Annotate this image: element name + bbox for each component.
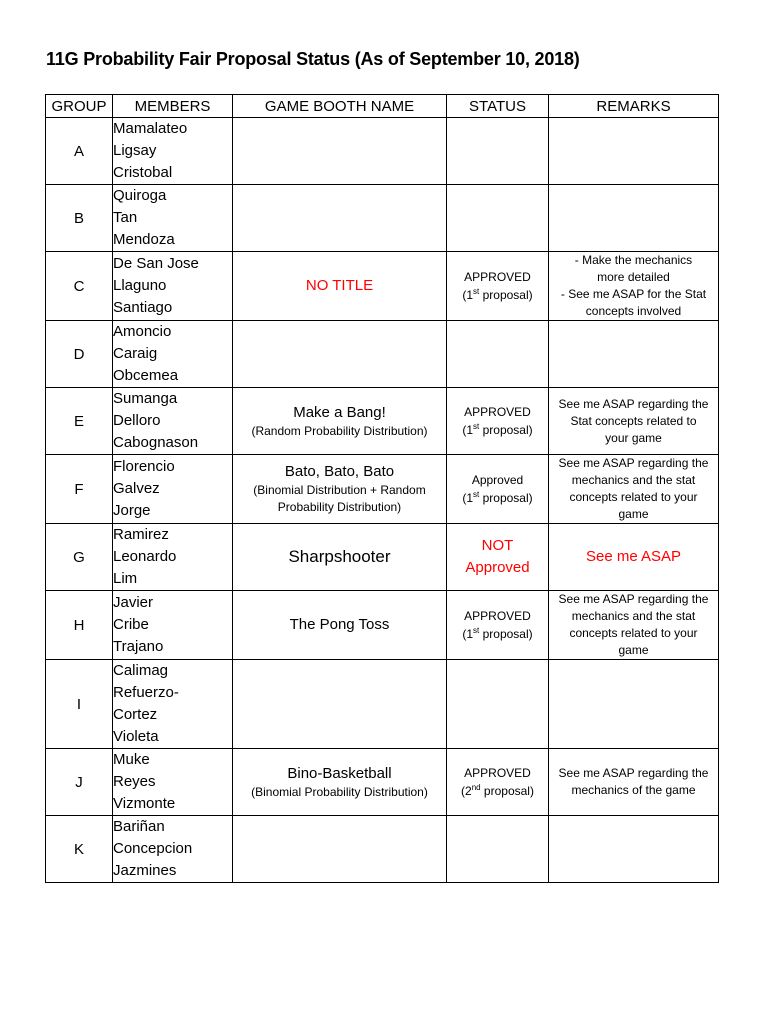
member-name: Cribe [113,616,149,633]
members-cell [113,591,233,660]
game-booth-name: Bino-Basketball [287,764,392,782]
proposal-open: (2 [461,784,472,798]
group-cell: G [46,524,113,591]
members-cell [113,118,233,185]
game-booth-name: Sharpshooter [288,547,391,566]
proposal-number [447,782,548,800]
remarks-cell [549,591,719,660]
member-name: Sumanga [113,390,178,407]
proposal-ordinal-suffix: nd [471,783,481,792]
remarks-cell [549,321,719,388]
remarks-text: See me ASAP [585,548,682,565]
status-text: Approved [465,559,530,576]
member-name: Refuerzo- [113,684,179,701]
group-cell: H [46,591,113,660]
proposal-number [447,421,548,439]
remarks-cell [549,749,719,816]
member-name: Javier [113,594,154,611]
game-booth-name: The Pong Toss [289,616,390,633]
game-booth-name-cell [233,321,447,388]
member-name: Violeta [113,728,159,745]
group-cell: E [46,388,113,455]
member-name: Reyes [113,773,156,790]
group-cell: F [46,455,113,524]
member-name: Lim [113,570,138,587]
member-name: Vizmonte [113,795,176,812]
proposal-status-table [45,94,719,883]
member-name: Amoncio [113,323,172,340]
member-name: Tan [113,209,138,226]
proposal-number [447,286,548,304]
status-text: APPROVED [464,270,531,284]
remarks-line: - Make the mechanics [574,253,693,267]
column-header-game-booth-name: GAME BOOTH NAME [233,95,447,118]
table-row [46,455,719,524]
members-cell [113,185,233,252]
remarks-cell [549,185,719,252]
proposal-close: proposal) [480,784,534,798]
group-cell: D [46,321,113,388]
group-cell: B [46,185,113,252]
column-header-status: STATUS [447,95,549,118]
remarks-cell [549,816,719,883]
member-name: Muke [113,751,150,768]
table-header-row [46,95,719,118]
member-name: Caraig [113,345,158,362]
column-header-group: GROUP [46,95,113,118]
member-name: Mamalateo [113,120,188,137]
game-booth-name-cell [233,816,447,883]
column-header-remarks: REMARKS [549,95,719,118]
table-row [46,388,719,455]
remarks-line: Stat concepts related to [570,413,697,428]
proposal-close: proposal) [479,423,533,437]
member-name: Cristobal [113,164,173,181]
remarks-line: See me ASAP regarding the [558,766,709,780]
member-name: Jorge [113,502,151,519]
status-cell [447,591,549,660]
proposal-ordinal-suffix: st [473,287,480,296]
remarks-line: mechanics and the stat [571,609,696,623]
document-title: 11G Probability Fair Proposal Status (As of September 10, 2018) [46,49,580,69]
game-distribution-note: (Binomial Distribution + Random [253,483,426,497]
table-row [46,591,719,660]
remarks-line: more detailed [597,270,670,284]
member-name: Calimag [113,662,169,679]
status-cell [447,524,549,591]
game-distribution-note: (Binomial Probability Distribution) [251,784,428,799]
remarks-cell [549,118,719,185]
members-cell [113,524,233,591]
remarks-line: See me ASAP regarding the [558,396,709,411]
status-cell [447,252,549,321]
member-name: Galvez [113,480,160,497]
game-booth-name-cell [233,749,447,816]
game-booth-name-cell [233,524,447,591]
status-cell [447,455,549,524]
members-cell [113,388,233,455]
member-name: Cortez [113,706,158,723]
proposal-open: (1 [462,491,474,505]
member-name: Santiago [113,299,173,316]
proposal-ordinal-suffix: st [473,422,480,431]
remarks-line: mechanics and the stat [571,473,696,487]
remarks-line: game [618,643,649,657]
group-cell: A [46,118,113,185]
game-booth-name: NO TITLE [305,277,374,294]
table-row [46,749,719,816]
proposal-close: proposal) [479,288,533,302]
game-booth-name-cell [233,455,447,524]
status-cell [447,185,549,252]
table-body [46,118,719,883]
game-booth-name-cell [233,252,447,321]
game-booth-name-cell [233,118,447,185]
member-name: Cabognason [113,434,199,451]
table-row [46,660,719,749]
proposal-ordinal-suffix: st [473,490,480,499]
game-booth-name-cell [233,388,447,455]
remarks-line: game [618,507,649,521]
table-row [46,321,719,388]
remarks-line: concepts related to your [569,626,698,640]
table-row [46,816,719,883]
proposal-open: (1 [462,423,474,437]
table-row [46,524,719,591]
remarks-line: your game [605,430,662,445]
proposal-close: proposal) [479,491,533,505]
proposal-open: (1 [462,627,474,641]
members-cell [113,660,233,749]
remarks-cell [549,455,719,524]
table-row [46,185,719,252]
proposal-close: proposal) [479,627,533,641]
status-cell [447,816,549,883]
group-cell: I [46,660,113,749]
column-header-members: MEMBERS [113,95,233,118]
status-cell [447,388,549,455]
game-distribution-note: (Random Probability Distribution) [251,423,428,438]
proposal-ordinal-suffix: st [473,626,480,635]
member-name: Mendoza [113,231,175,248]
remarks-line: See me ASAP regarding the [558,456,709,470]
status-text: Approved [471,473,524,487]
game-booth-name: Bato, Bato, Bato [284,463,395,480]
status-cell [447,321,549,388]
proposal-number [447,489,548,507]
members-cell [113,321,233,388]
status-cell [447,749,549,816]
group-cell: J [46,749,113,816]
member-name: Delloro [113,412,161,429]
table-row [46,118,719,185]
members-cell [113,252,233,321]
member-name: De San Jose [113,255,199,272]
status-text: APPROVED [464,609,531,623]
member-name: Florencio [113,458,175,475]
member-name: Concepcion [113,840,193,857]
remarks-line: - See me ASAP for the Stat [560,287,707,301]
member-name: Trajano [113,638,164,655]
game-booth-name: Make a Bang! [293,403,386,421]
remarks-line: See me ASAP regarding the [558,592,709,606]
member-name: Jazmines [113,862,177,879]
game-booth-name-cell [233,660,447,749]
remarks-line: concepts related to your [569,490,698,504]
status-text: APPROVED [464,405,531,419]
member-name: Quiroga [113,187,167,204]
table-row [46,252,719,321]
member-name: Ramirez [113,526,169,543]
proposal-number [447,625,548,643]
remarks-cell [549,660,719,749]
members-cell [113,749,233,816]
status-text: NOT [481,537,514,554]
game-booth-name-cell [233,185,447,252]
group-cell: C [46,252,113,321]
member-name: Ligsay [113,142,157,159]
status-text: APPROVED [464,766,531,780]
member-name: Obcemea [113,367,179,384]
remarks-line: concepts involved [585,304,682,318]
members-cell [113,455,233,524]
remarks-cell [549,524,719,591]
status-cell [447,118,549,185]
proposal-open: (1 [462,288,474,302]
game-distribution-note: Probability Distribution) [277,500,402,514]
group-cell: K [46,816,113,883]
remarks-line: mechanics of the game [571,783,696,797]
game-booth-name-cell [233,591,447,660]
remarks-cell [549,252,719,321]
members-cell [113,816,233,883]
status-cell [447,660,549,749]
member-name: Leonardo [113,548,177,565]
remarks-cell [549,388,719,455]
member-name: Llaguno [113,277,167,294]
member-name: Bariñan [113,818,165,835]
